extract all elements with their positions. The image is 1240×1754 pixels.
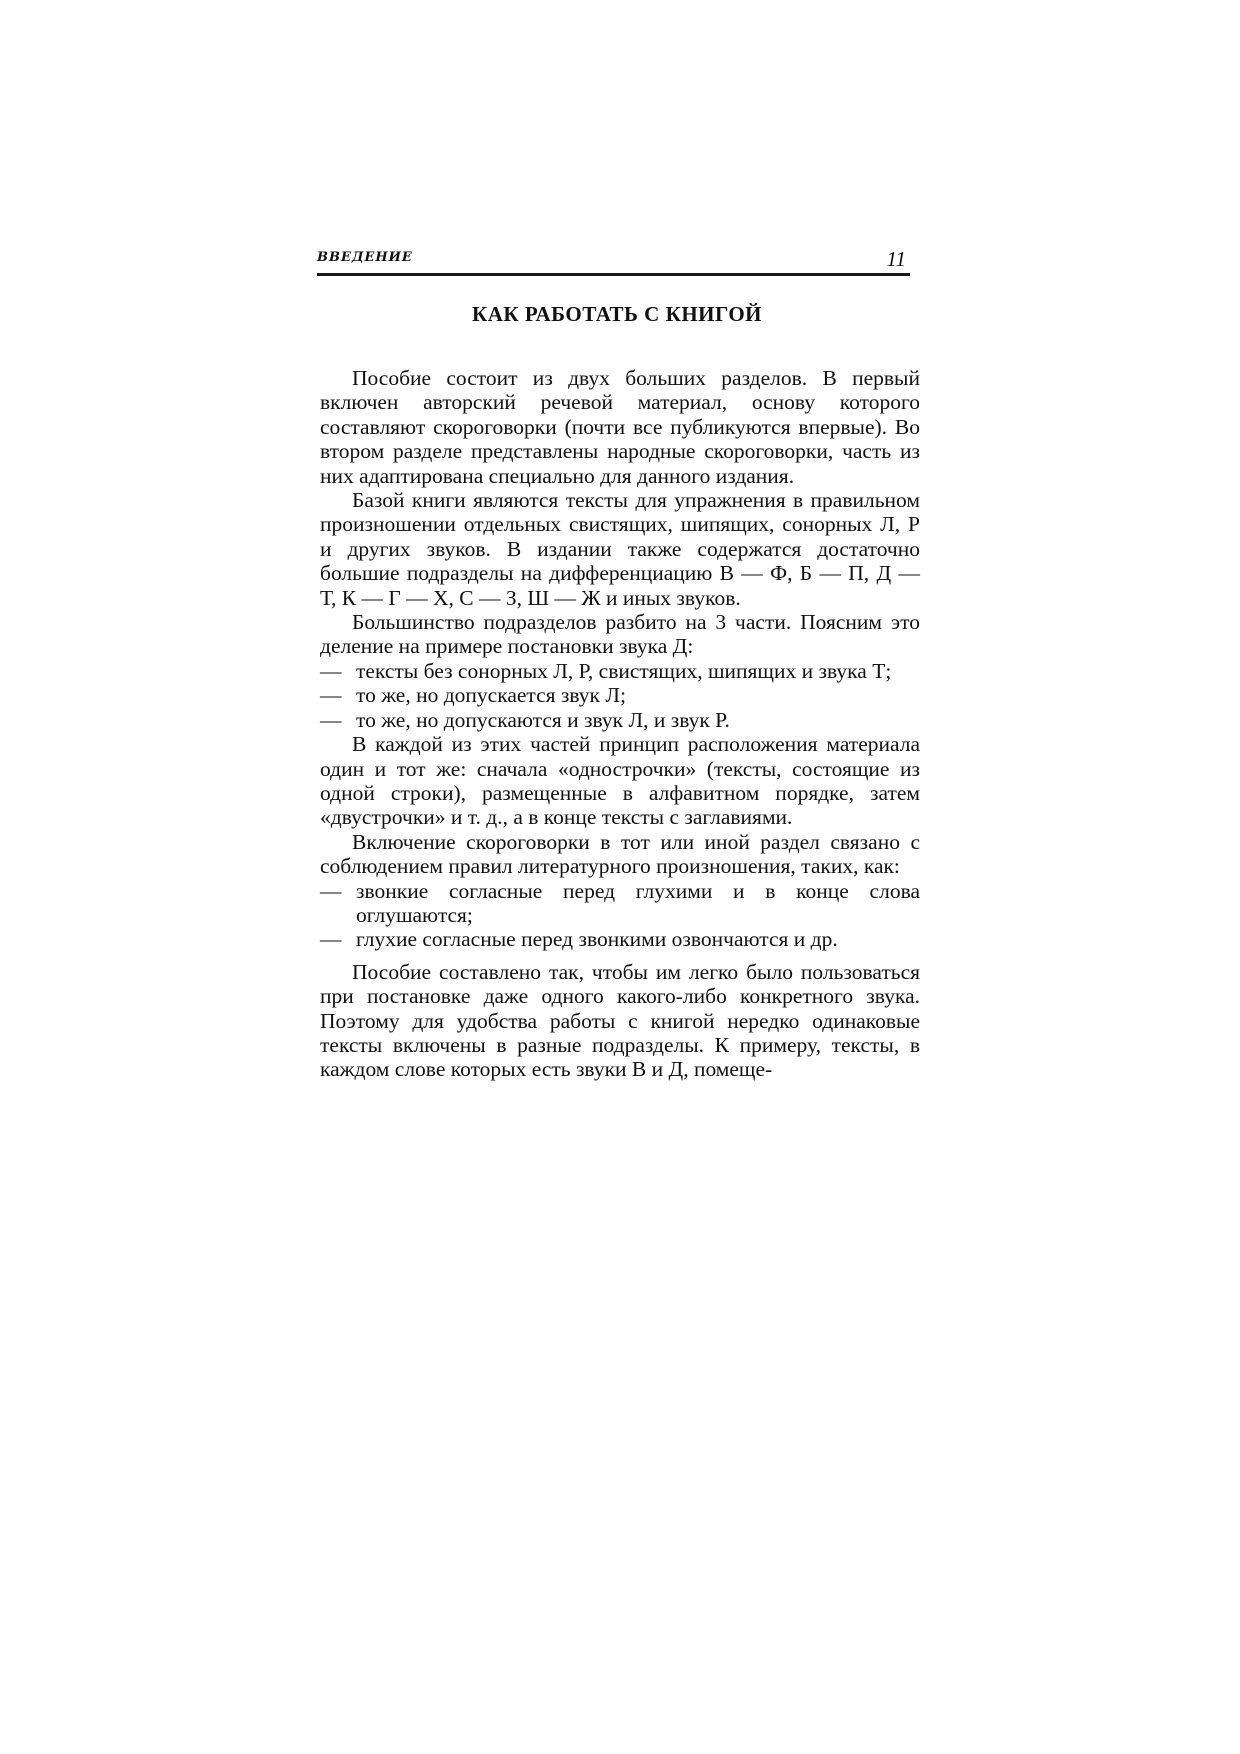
list-item <box>320 683 920 707</box>
paragraph: Включение скороговорки в тот или иной раздел связано с соблюдением правил литературного произношения, таких, как: <box>320 829 920 879</box>
list-item-text: то же, но допускается звук Л; <box>356 683 626 708</box>
paragraph: В каждой из этих частей принцип расположения материала один и тот же: сначала «однострочки» (тексты, состоящие из одной строки), размещенные в алфавитном порядке, затем «двустрочки» и т. д., а в конце тексты с заглавиями. <box>320 732 920 830</box>
paragraph: Пособие составлено так, чтобы им легко было пользоваться при постановке даже одного какого-либо конкретного звука. Поэтому для удобства работы с книгой нередко одинаковые тексты включены в разные подразделы. К примеру, тексты, в каждом слове которых есть звуки В и Д, помеще- <box>320 959 920 1082</box>
chapter-title: КАК РАБОТАТЬ С КНИГОЙ <box>472 302 762 326</box>
dash-marker: — <box>320 707 342 732</box>
list-item-text: глухие согласные перед звонкими озвончаются и др. <box>356 927 838 952</box>
paragraph: Базой книги являются тексты для упражнения в правильном произношении отдельных свистящих, шипящих, сонорных Л, Р и других звуков. В издании также содержатся достаточно большие подразделы на дифференциацию В — Ф, Б — П, Д — Т, К — Г — Х, С — З, Ш — Ж и иных звуков. <box>320 488 920 610</box>
page-number: 11 <box>886 247 906 271</box>
dash-marker: — <box>320 658 342 683</box>
dash-marker: — <box>320 683 342 708</box>
sound-d-list <box>320 659 920 732</box>
dash-marker: — <box>320 878 342 903</box>
list-item <box>320 927 920 951</box>
list-item <box>320 708 920 732</box>
running-head <box>317 247 910 276</box>
list-item-text: то же, но допускаются и звук Л, и звук Р. <box>356 707 730 732</box>
paragraph: Большинство подразделов разбито на 3 части. Поясним это деление на примере постановки звука Д: <box>320 610 920 659</box>
dash-marker: — <box>320 927 342 952</box>
body-text <box>320 366 920 1082</box>
list-item-text: тексты без сонорных Л, Р, свистящих, шипящих и звука Т; <box>356 658 892 683</box>
paragraph: Пособие состоит из двух больших разделов. В первый включен авторский речевой материал, основу которого составляют скороговорки (почти все публикуются впервые). Во втором разделе представлены народные скороговорки, часть из них адаптирована специально для данного издания. <box>320 366 920 488</box>
list-item <box>320 659 920 683</box>
list-item <box>320 879 920 928</box>
running-title: ВВЕДЕНИЕ <box>317 250 413 265</box>
list-item-text: звонкие согласные перед глухими и в конце слова оглушаются; <box>356 878 920 927</box>
rules-list <box>320 879 920 952</box>
